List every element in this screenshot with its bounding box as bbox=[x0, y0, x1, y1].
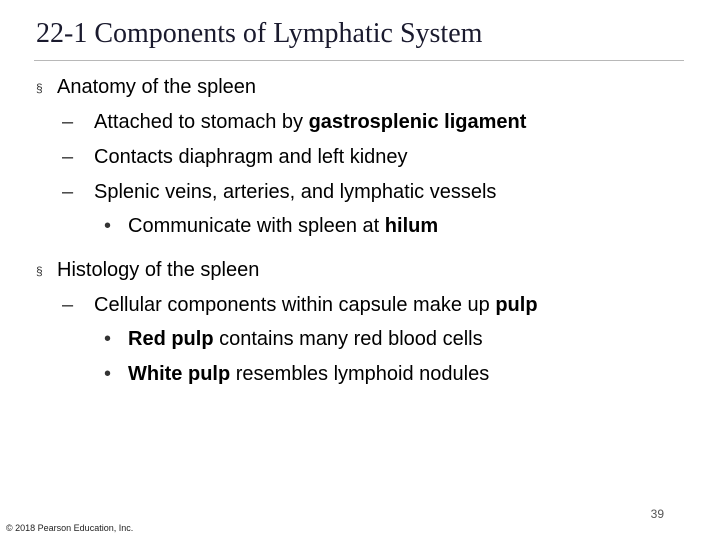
square-bullet-icon: § bbox=[36, 264, 43, 278]
copyright-footer: © 2018 Pearson Education, Inc. bbox=[6, 523, 134, 533]
dot-bullet-icon: • bbox=[104, 328, 112, 350]
slide-title: 22-1 Components of Lymphatic System bbox=[36, 18, 483, 49]
bullet-text: Histology of the spleen bbox=[57, 259, 260, 281]
dash-bullet-icon: – bbox=[62, 111, 74, 133]
dot-bullet-icon: • bbox=[104, 215, 112, 237]
square-bullet-icon: § bbox=[36, 81, 43, 95]
dash-bullet-icon: – bbox=[62, 146, 74, 168]
subbullet-text: Attached to stomach by gastrosplenic ligament bbox=[94, 111, 527, 133]
bullet-text: Anatomy of the spleen bbox=[57, 76, 257, 98]
dash-bullet-icon: – bbox=[62, 181, 74, 203]
subbullet-text: Splenic veins, arteries, and lymphatic vessels bbox=[94, 181, 497, 203]
subsubbullet-text: Communicate with spleen at hilum bbox=[128, 215, 439, 237]
subbullet-text: Cellular components within capsule make up pulp bbox=[94, 294, 538, 316]
subsubbullet-text: Red pulp contains many red blood cells bbox=[128, 328, 483, 350]
dash-bullet-icon: – bbox=[62, 294, 74, 316]
subbullet-text: Contacts diaphragm and left kidney bbox=[94, 146, 408, 168]
page-number: 39 bbox=[650, 507, 664, 521]
title-divider bbox=[34, 60, 684, 61]
dot-bullet-icon: • bbox=[104, 363, 112, 385]
subsubbullet-text: White pulp resembles lymphoid nodules bbox=[128, 363, 490, 385]
